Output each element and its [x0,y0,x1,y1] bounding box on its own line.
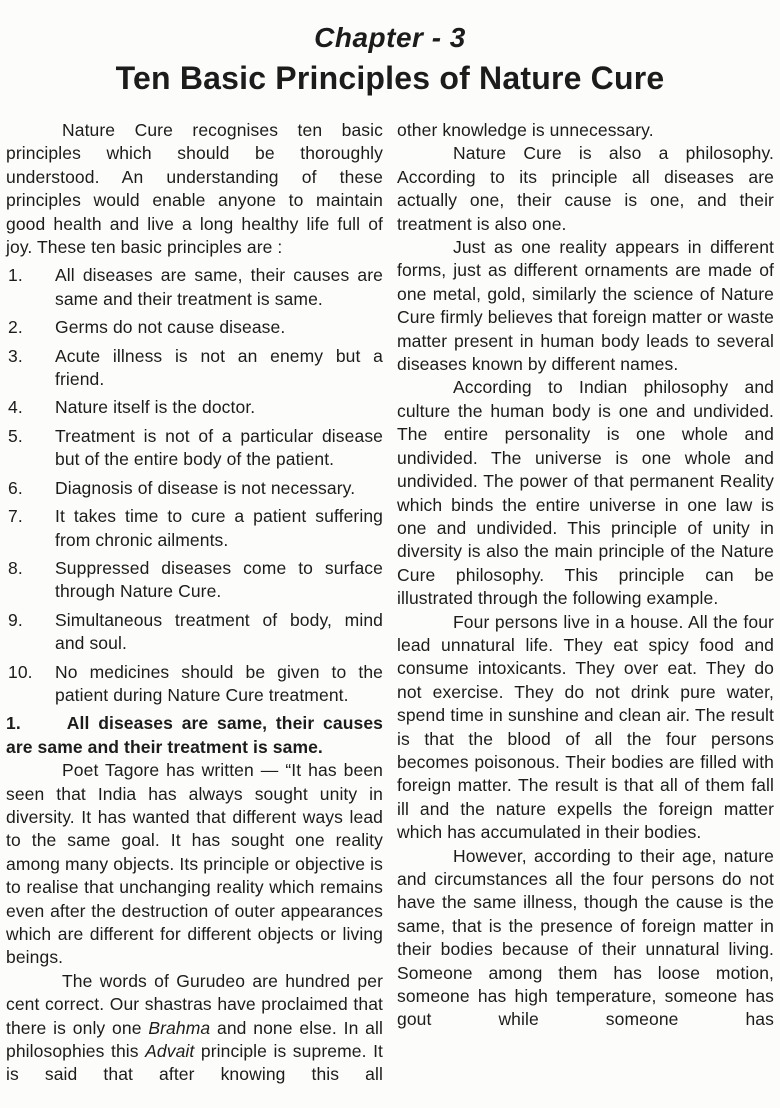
principle-item [6,396,383,419]
principle-item [6,609,383,656]
principle-number: 6. [8,477,23,498]
principle-text: Suppressed diseases come to surface through Nature Cure. [55,557,383,602]
right-column [397,119,774,1087]
principle-text: It takes time to cure a patient suffering from chronic ailments. [55,506,383,550]
gurudeo-paragraph [6,970,383,1087]
principle-text: Acute illness is not an enemy but a friend. [55,345,383,390]
continuation-paragraph: other knowledge is unnecessary. [397,120,654,140]
principle-item [6,557,383,604]
page-title: Ten Basic Principles of Nature Cure [115,60,665,96]
principle-number: 2. [8,317,23,338]
section-heading-number: 1. [6,713,21,734]
paragraph-text: The words of Gurudeo are hundred per cent correct. Our shastras have proclaimed that there is only one [6,970,383,1038]
section-heading-text: All diseases are same, their causes are same and their treatment is same. [6,713,383,757]
principle-item [6,505,383,552]
tagore-paragraph: Poet Tagore has written — “It has been seen that India has always sought unity in diversity. It has wanted that different ways lead to the same goal. It has sought one reality among many objects. Its principle or objective is to realise that unchanging reality which remains even after the destruction of outer appearances which are different for different objects or living beings. [6,760,383,968]
principle-text: Diagnosis of disease is not necessary. [55,477,356,498]
principle-text: All diseases are same, their causes are same and their treatment is same. [55,265,383,309]
paragraph-text: principle is supreme. It is said that after knowing this all [6,1041,383,1085]
principle-number: 9. [8,609,23,630]
principle-item [6,661,383,708]
italic-term-brahma: Brahma [148,1017,211,1038]
principle-item [6,264,383,311]
section-heading [6,712,383,759]
principle-text: Simultaneous treatment of body, mind and soul. [55,609,383,654]
principle-number: 7. [8,506,23,527]
body-paragraph: However, according to their age, nature and circumstances all the four persons do not have the same illness, though the cause is the same, that is the presence of foreign matter in their bodies because of their unnatural living. Someone among them has loose motion, someone has high temperature, someone has gout while someone has [397,845,774,1030]
intro-paragraph: Nature Cure recognises ten basic principles which should be thoroughly understood. An understanding of these principles would enable anyone to maintain good health and live a long healthy life full of joy. These ten basic principles are : [6,120,383,258]
principle-number: 3. [8,345,23,366]
principle-number: 10. [8,661,33,682]
principle-text: No medicines should be given to the patient during Nature Cure treatment. [55,661,383,705]
principle-item [6,425,383,472]
principle-number: 5. [8,425,23,446]
principle-text: Treatment is not of a particular disease but of the entire body of the patient. [55,425,383,470]
body-paragraph: Nature Cure is also a philosophy. According to its principle all diseases are actually one, their cause is one, and their treatment is also one. [397,143,774,234]
principle-item [6,316,383,339]
principle-number: 4. [8,397,23,418]
principle-number: 8. [8,557,23,578]
body-paragraph: Just as one reality appears in different forms, just as different ornaments are made of one metal, gold, similarly the science of Nature Cure firmly believes that foreign matter or waste matter present in human body leads to several diseases known by different names. [397,237,774,375]
principles-list [6,264,383,707]
left-column [6,119,383,1087]
body-paragraph: Four persons live in a house. All the four lead unnatural life. They eat spicy food and consume intoxicants. They over eat. They do not exercise. They do not drink pure water, spend time in sunshine and clean air. The result is that the blood of all the four persons becomes poisonous. Their bodies are filled with foreign matter. The result is that all of them fall ill and the nature expells the foreign matter which has accumulated in their bodies. [397,611,774,843]
italic-term-advait: Advait [145,1041,195,1062]
chapter-heading: Chapter - 3 [314,22,466,53]
principle-item [6,345,383,392]
principle-text: Germs do not cause disease. [55,317,286,338]
principle-text: Nature itself is the doctor. [55,397,256,418]
principle-item [6,477,383,500]
two-column-layout [6,119,774,1087]
paragraph-text: and none else. In all philosophies this [6,1017,383,1062]
body-paragraph: According to Indian philosophy and culture the human body is one and undivided. The entire personality is one whole and undivided. The universe is one whole and undivided. The power of that permanent Reality which binds the entire universe in one law is one and undivided. This principle of unity in diversity is also the main principle of the Nature Cure philosophy. This principle can be illustrated through the following example. [397,377,774,609]
principle-number: 1. [8,265,23,286]
